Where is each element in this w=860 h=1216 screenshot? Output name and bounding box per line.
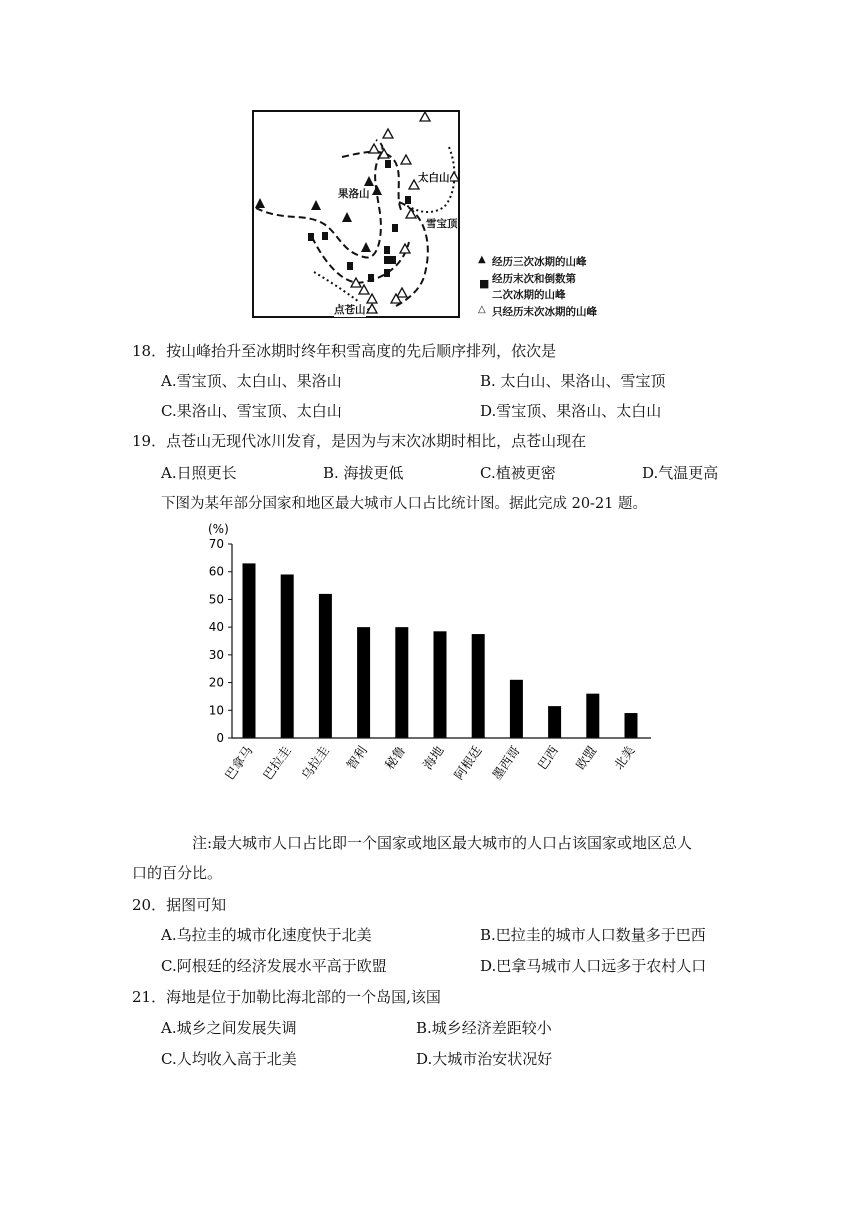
label-guoluo: 果洛山: [338, 188, 370, 200]
x-tick-label: 巴拉圭: [259, 743, 294, 783]
x-tick-label: 秘鲁: [381, 743, 409, 773]
bar-10: [625, 713, 638, 738]
x-tick-label: 北美: [610, 743, 638, 773]
x-tick-label: 巴西: [534, 743, 562, 773]
y-tick-label: 50: [208, 592, 224, 607]
bar-2: [319, 594, 332, 738]
y-tick-label: 60: [208, 564, 224, 579]
y-tick-label: 40: [208, 620, 224, 635]
bar-4: [395, 627, 408, 738]
y-tick-label: 30: [208, 647, 224, 662]
y-tick-label: 10: [208, 703, 224, 718]
bars: [243, 563, 638, 738]
q18-option-b: B. 太白山、果洛山、雪宝顶: [480, 372, 666, 390]
legend-solid-square-icon: ■: [479, 277, 490, 290]
x-tick-label: 欧盟: [572, 743, 600, 773]
chart-intro: 下图为某年部分国家和地区最大城市人口占比统计图。据此完成 20-21 题。: [161, 496, 648, 512]
hollow-triangle-markers: [351, 112, 458, 313]
legend-two-line1: 经历末次和倒数第: [492, 273, 576, 285]
chart-note-line1: 注:最大城市人口占比即一个国家或地区最大城市的人口占该国家或地区总人: [192, 834, 693, 852]
q20-option-d: D.巴拿马城市人口远多于农村人口: [480, 957, 707, 975]
q19-option-c: C.植被更密: [480, 464, 556, 482]
legend-one: 只经历末次冰期的山峰: [492, 306, 597, 318]
q20-option-c: C.阿根廷的经济发展水平高于欧盟: [161, 957, 387, 975]
bar-5: [434, 631, 447, 738]
q19-option-a: A.日照更长: [161, 464, 237, 482]
q21-option-b: B.城乡经济差距较小: [416, 1019, 552, 1037]
map-drawing: [254, 112, 458, 316]
x-tick-label: 乌拉圭: [298, 743, 332, 783]
label-taibai: 太白山: [418, 172, 450, 184]
x-axis-labels: [222, 743, 638, 783]
bar-1: [281, 574, 294, 738]
legend-two-line2: 二次冰期的山峰: [492, 289, 566, 301]
q20-option-a: A.乌拉圭的城市化速度快于北美: [161, 926, 372, 944]
bar-8: [548, 706, 561, 738]
q21-option-d: D.大城市治安状况好: [416, 1050, 553, 1068]
y-tick-label: 70: [208, 537, 224, 551]
question-18-stem: 18．按山峰抬升至冰期时终年积雪高度的先后顺序排列，依次是: [132, 342, 557, 360]
bar-3: [357, 627, 370, 738]
label-diancang: 点苍山: [334, 304, 366, 316]
y-axis-unit: (%): [208, 522, 229, 536]
legend-hollow-triangle-icon: △: [478, 304, 486, 315]
x-tick-label: 墨西哥: [489, 743, 523, 783]
bar-0: [243, 563, 256, 738]
label-xuebao: 雪宝顶: [426, 218, 458, 230]
q18-option-a: A.雪宝顶、太白山、果洛山: [161, 372, 342, 390]
question-19-stem: 19．点苍山无现代冰川发育，是因为与末次冰期时相比，点苍山现在: [132, 432, 587, 450]
glacier-map: [252, 110, 460, 318]
q20-option-b: B.巴拉圭的城市人口数量多于巴西: [480, 926, 706, 944]
x-tick-label: 阿根廷: [450, 743, 485, 783]
question-21-stem: 21．海地是位于加勒比海北部的一个岛国,该国: [132, 988, 441, 1006]
x-tick-label: 海地: [419, 743, 447, 773]
q19-option-b: B. 海拔更低: [323, 464, 404, 482]
x-tick-label: 巴拿马: [221, 743, 256, 783]
legend-solid-triangle-icon: ▲: [478, 254, 486, 265]
chart-note-line2: 口的百分比。: [132, 864, 223, 882]
question-20-stem: 20．据图可知: [132, 896, 227, 914]
y-axis-ticks: [209, 537, 232, 745]
legend-three: 经历三次冰期的山峰: [492, 256, 587, 268]
solid-square-markers: [308, 160, 411, 282]
bar-9: [586, 694, 599, 738]
bar-7: [510, 680, 523, 738]
x-tick-label: 智利: [343, 743, 371, 773]
q19-option-d: D.气温更高: [642, 464, 719, 482]
bar-6: [472, 634, 485, 738]
q21-option-a: A.城乡之间发展失调: [161, 1019, 297, 1037]
q18-option-c: C.果洛山、雪宝顶、太白山: [161, 402, 342, 420]
q18-option-d: D.雪宝顶、果洛山、太白山: [480, 402, 662, 420]
y-tick-label: 0: [216, 731, 224, 745]
q21-option-c: C.人均收入高于北美: [161, 1050, 297, 1068]
y-tick-label: 20: [208, 675, 224, 690]
bar-chart: [196, 515, 666, 805]
